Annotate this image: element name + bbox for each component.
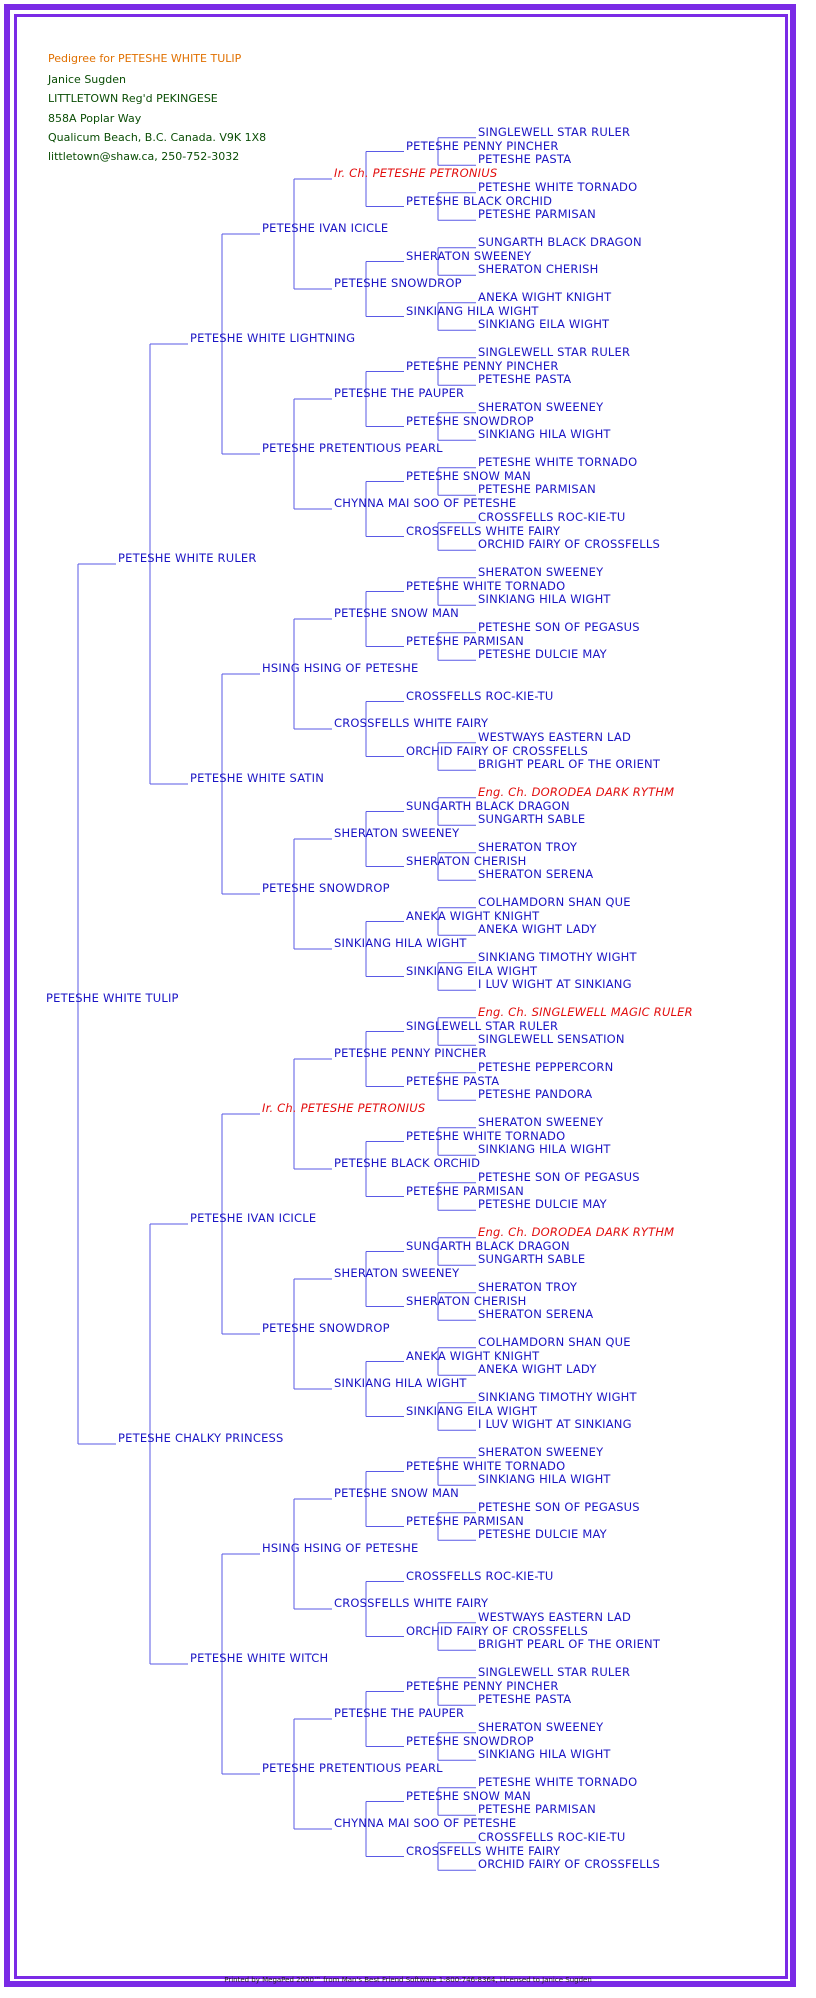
- ancestor-name-gen-4: SINKIANG HILA WIGHT: [334, 1376, 467, 1390]
- ancestor-name-gen-6: Eng. Ch. DORODEA DARK RYTHM: [478, 784, 675, 799]
- ancestor-name-gen-6: SINKIANG HILA WIGHT: [478, 427, 611, 442]
- ancestor-name-gen-2: PETESHE WHITE LIGHTNING: [190, 331, 356, 345]
- ancestor-name-gen-6: SHERATON SWEENEY: [478, 399, 604, 414]
- ancestor-name-gen-4: PETESHE THE PAUPER: [334, 1706, 465, 1720]
- ancestor-name-gen-4: CHYNNA MAI SOO OF PETESHE: [334, 496, 517, 510]
- ancestor-name-gen-6: PETESHE SON OF PEGASUS: [478, 1499, 640, 1514]
- ancestor-name-gen-6: PETESHE DULCIE MAY: [478, 647, 607, 662]
- ancestor-name-gen-1: PETESHE CHALKY PRINCESS: [118, 1431, 284, 1445]
- ancestor-name-gen-3: PETESHE SNOWDROP: [262, 1321, 390, 1335]
- ancestor-name-gen-5: PETESHE SNOW MAN: [406, 468, 531, 483]
- ancestor-name-gen-5: PETESHE PARMISAN: [406, 1183, 524, 1198]
- ancestor-name-gen-6: SINGLEWELL STAR RULER: [478, 1664, 631, 1679]
- ancestor-name-gen-6: SHERATON SWEENEY: [478, 1719, 604, 1734]
- ancestor-name-gen-4: PETESHE SNOW MAN: [334, 606, 459, 620]
- pedigree-title: Pedigree for PETESHE WHITE TULIP: [48, 52, 242, 65]
- ancestor-name-gen-5: SINGLEWELL STAR RULER: [406, 1018, 559, 1033]
- ancestor-name-gen-5: PETESHE PARMISAN: [406, 633, 524, 648]
- ancestor-name-gen-6: SHERATON CHERISH: [478, 262, 599, 277]
- ancestor-name-gen-6: ORCHID FAIRY OF CROSSFELLS: [478, 1857, 660, 1872]
- contact-info: littletown@shaw.ca, 250-752-3032: [48, 150, 240, 163]
- ancestor-name-gen-6: PETESHE DULCIE MAY: [478, 1527, 607, 1542]
- owner-name: Janice Sugden: [48, 73, 126, 86]
- ancestor-name-gen-4: PETESHE SNOW MAN: [334, 1486, 459, 1500]
- ancestor-name-gen-6: SINKIANG HILA WIGHT: [478, 592, 611, 607]
- ancestor-name-gen-4: CHYNNA MAI SOO OF PETESHE: [334, 1816, 517, 1830]
- address-line-1: 858A Poplar Way: [48, 112, 142, 125]
- ancestor-name-gen-6: SHERATON TROY: [478, 839, 578, 854]
- ancestor-name-gen-6: ANEKA WIGHT LADY: [478, 1362, 597, 1377]
- footer-credit: Printed by MegaPed 2000™ from Man's Best Friend Software 1-800-746-8364, Licensed to Janice Sugden: [224, 1976, 592, 1984]
- ancestor-name-gen-5: PETESHE WHITE TORNADO: [406, 1458, 566, 1473]
- ancestor-name-gen-6: SINGLEWELL STAR RULER: [478, 124, 631, 139]
- ancestor-name-gen-2: PETESHE IVAN ICICLE: [190, 1211, 317, 1225]
- ancestor-name-gen-6: PETESHE DULCIE MAY: [478, 1197, 607, 1212]
- ancestor-name-gen-6: PETESHE PASTA: [478, 152, 572, 167]
- ancestor-name-gen-4: PETESHE THE PAUPER: [334, 386, 465, 400]
- ancestor-name-gen-6: PETESHE PARMISAN: [478, 1802, 596, 1817]
- ancestor-name-gen-3: HSING HSING OF PETESHE: [262, 1541, 419, 1555]
- ancestor-name-gen-6: SUNGARTH SABLE: [478, 812, 586, 827]
- ancestor-name-gen-6: SHERATON SERENA: [478, 867, 594, 882]
- ancestor-name-gen-3: PETESHE PRETENTIOUS PEARL: [262, 1761, 443, 1775]
- ancestor-name-gen-6: SHERATON SWEENEY: [478, 564, 604, 579]
- ancestor-name-gen-5: ORCHID FAIRY OF CROSSFELLS: [406, 743, 588, 758]
- ancestor-name-gen-6: Eng. Ch. DORODEA DARK RYTHM: [478, 1224, 675, 1239]
- ancestor-name-gen-4: CROSSFELLS WHITE FAIRY: [334, 716, 489, 730]
- ancestor-name-gen-6: COLHAMDORN SHAN QUE: [478, 1334, 631, 1349]
- ancestor-name-gen-5: PETESHE PARMISAN: [406, 1513, 524, 1528]
- ancestor-name-gen-3: PETESHE PRETENTIOUS PEARL: [262, 441, 443, 455]
- ancestor-name-gen-6: CROSSFELLS ROC-KIE-TU: [478, 1829, 626, 1844]
- ancestor-name-gen-6: BRIGHT PEARL OF THE ORIENT: [478, 757, 661, 772]
- ancestor-name-gen-6: BRIGHT PEARL OF THE ORIENT: [478, 1637, 661, 1652]
- ancestor-name-gen-6: PETESHE PARMISAN: [478, 482, 596, 497]
- ancestor-name-gen-6: PETESHE PARMISAN: [478, 207, 596, 222]
- ancestor-name-gen-6: COLHAMDORN SHAN QUE: [478, 894, 631, 909]
- ancestor-name-gen-5: PETESHE BLACK ORCHID: [406, 193, 553, 208]
- ancestor-name-gen-3: PETESHE SNOWDROP: [262, 881, 390, 895]
- ancestor-name-gen-5: CROSSFELLS ROC-KIE-TU: [406, 1568, 554, 1583]
- ancestor-name-gen-5: ANEKA WIGHT KNIGHT: [406, 1348, 540, 1363]
- ancestor-name-gen-6: SINKIANG HILA WIGHT: [478, 1472, 611, 1487]
- ancestor-name-gen-6: SINGLEWELL STAR RULER: [478, 344, 631, 359]
- ancestor-name-gen-6: SINKIANG HILA WIGHT: [478, 1142, 611, 1157]
- ancestor-name-gen-5: ORCHID FAIRY OF CROSSFELLS: [406, 1623, 588, 1638]
- ancestor-name-gen-3: Ir. Ch. PETESHE PETRONIUS: [262, 1101, 426, 1115]
- ancestor-name-gen-6: PETESHE PASTA: [478, 1692, 572, 1707]
- ancestor-name-gen-5: SHERATON SWEENEY: [406, 248, 532, 263]
- ancestor-name-gen-1: PETESHE WHITE RULER: [118, 551, 257, 565]
- ancestor-name-gen-4: CROSSFELLS WHITE FAIRY: [334, 1596, 489, 1610]
- ancestor-name-gen-4: SHERATON SWEENEY: [334, 1266, 460, 1280]
- ancestor-name-gen-5: CROSSFELLS ROC-KIE-TU: [406, 688, 554, 703]
- ancestor-name-gen-5: SINKIANG HILA WIGHT: [406, 303, 539, 318]
- ancestor-name-gen-5: PETESHE PENNY PINCHER: [406, 358, 559, 373]
- ancestor-name-gen-6: SHERATON SWEENEY: [478, 1114, 604, 1129]
- ancestor-name-gen-6: WESTWAYS EASTERN LAD: [478, 729, 632, 744]
- ancestor-name-gen-6: I LUV WIGHT AT SINKIANG: [478, 977, 632, 992]
- ancestor-name-gen-5: PETESHE WHITE TORNADO: [406, 1128, 566, 1143]
- ancestor-name-gen-6: PETESHE PASTA: [478, 372, 572, 387]
- ancestor-name-gen-4: SINKIANG HILA WIGHT: [334, 936, 467, 950]
- ancestor-name-gen-6: PETESHE WHITE TORNADO: [478, 1774, 638, 1789]
- address-line-2: Qualicum Beach, B.C. Canada. V9K 1X8: [48, 131, 267, 144]
- ancestor-name-gen-6: SUNGARTH BLACK DRAGON: [478, 234, 642, 249]
- ancestor-name-gen-6: SHERATON TROY: [478, 1279, 578, 1294]
- ancestor-name-gen-4: PETESHE BLACK ORCHID: [334, 1156, 481, 1170]
- ancestor-name-gen-5: PETESHE WHITE TORNADO: [406, 578, 566, 593]
- ancestor-name-gen-5: CROSSFELLS WHITE FAIRY: [406, 1843, 561, 1858]
- ancestor-name-gen-5: PETESHE PASTA: [406, 1073, 500, 1088]
- ancestor-name-gen-4: PETESHE PENNY PINCHER: [334, 1046, 487, 1060]
- ancestor-name-gen-6: ORCHID FAIRY OF CROSSFELLS: [478, 537, 660, 552]
- ancestor-name-gen-6: PETESHE SON OF PEGASUS: [478, 1169, 640, 1184]
- ancestor-name-gen-6: SHERATON SERENA: [478, 1307, 594, 1322]
- ancestor-name-gen-6: SINGLEWELL SENSATION: [478, 1032, 625, 1047]
- ancestor-name-gen-6: WESTWAYS EASTERN LAD: [478, 1609, 632, 1624]
- ancestor-name-gen-6: Eng. Ch. SINGLEWELL MAGIC RULER: [478, 1004, 693, 1019]
- ancestor-name-gen-5: PETESHE SNOW MAN: [406, 1788, 531, 1803]
- ancestor-name-gen-5: PETESHE PENNY PINCHER: [406, 1678, 559, 1693]
- ancestor-name-gen-6: SHERATON SWEENEY: [478, 1444, 604, 1459]
- subject-dog-name: PETESHE WHITE TULIP: [46, 991, 179, 1005]
- ancestor-name-gen-6: PETESHE WHITE TORNADO: [478, 454, 638, 469]
- ancestor-name-gen-6: PETESHE PEPPERCORN: [478, 1059, 614, 1074]
- ancestor-name-gen-6: PETESHE PANDORA: [478, 1087, 593, 1102]
- ancestor-name-gen-5: SINKIANG EILA WIGHT: [406, 1403, 538, 1418]
- ancestor-name-gen-5: SHERATON CHERISH: [406, 1293, 527, 1308]
- ancestor-name-gen-4: Ir. Ch. PETESHE PETRONIUS: [334, 166, 498, 180]
- ancestor-name-gen-5: SUNGARTH BLACK DRAGON: [406, 1238, 570, 1253]
- ancestor-name-gen-6: SINKIANG EILA WIGHT: [478, 317, 610, 332]
- ancestor-name-gen-5: PETESHE PENNY PINCHER: [406, 138, 559, 153]
- ancestor-name-gen-6: CROSSFELLS ROC-KIE-TU: [478, 509, 626, 524]
- ancestor-name-gen-6: PETESHE SON OF PEGASUS: [478, 619, 640, 634]
- ancestor-name-gen-6: ANEKA WIGHT LADY: [478, 922, 597, 937]
- ancestor-name-gen-5: PETESHE SNOWDROP: [406, 1733, 534, 1748]
- ancestor-name-gen-5: SUNGARTH BLACK DRAGON: [406, 798, 570, 813]
- ancestor-name-gen-5: PETESHE SNOWDROP: [406, 413, 534, 428]
- ancestor-name-gen-6: SUNGARTH SABLE: [478, 1252, 586, 1267]
- ancestor-name-gen-4: SHERATON SWEENEY: [334, 826, 460, 840]
- ancestor-name-gen-2: PETESHE WHITE WITCH: [190, 1651, 329, 1665]
- ancestor-name-gen-4: PETESHE SNOWDROP: [334, 276, 462, 290]
- ancestor-name-gen-6: SINKIANG TIMOTHY WIGHT: [478, 1389, 637, 1404]
- ancestor-name-gen-3: HSING HSING OF PETESHE: [262, 661, 419, 675]
- ancestor-name-gen-6: I LUV WIGHT AT SINKIANG: [478, 1417, 632, 1432]
- ancestor-name-gen-5: SINKIANG EILA WIGHT: [406, 963, 538, 978]
- ancestor-name-gen-5: ANEKA WIGHT KNIGHT: [406, 908, 540, 923]
- ancestor-name-gen-6: PETESHE WHITE TORNADO: [478, 179, 638, 194]
- ancestor-name-gen-6: ANEKA WIGHT KNIGHT: [478, 289, 612, 304]
- ancestor-name-gen-2: PETESHE WHITE SATIN: [190, 771, 325, 785]
- ancestor-name-gen-5: SHERATON CHERISH: [406, 853, 527, 868]
- ancestor-name-gen-5: CROSSFELLS WHITE FAIRY: [406, 523, 561, 538]
- ancestor-name-gen-3: PETESHE IVAN ICICLE: [262, 221, 389, 235]
- ancestor-name-gen-6: SINKIANG HILA WIGHT: [478, 1747, 611, 1762]
- kennel-name: LITTLETOWN Reg'd PEKINGESE: [48, 92, 218, 105]
- ancestor-name-gen-6: SINKIANG TIMOTHY WIGHT: [478, 949, 637, 964]
